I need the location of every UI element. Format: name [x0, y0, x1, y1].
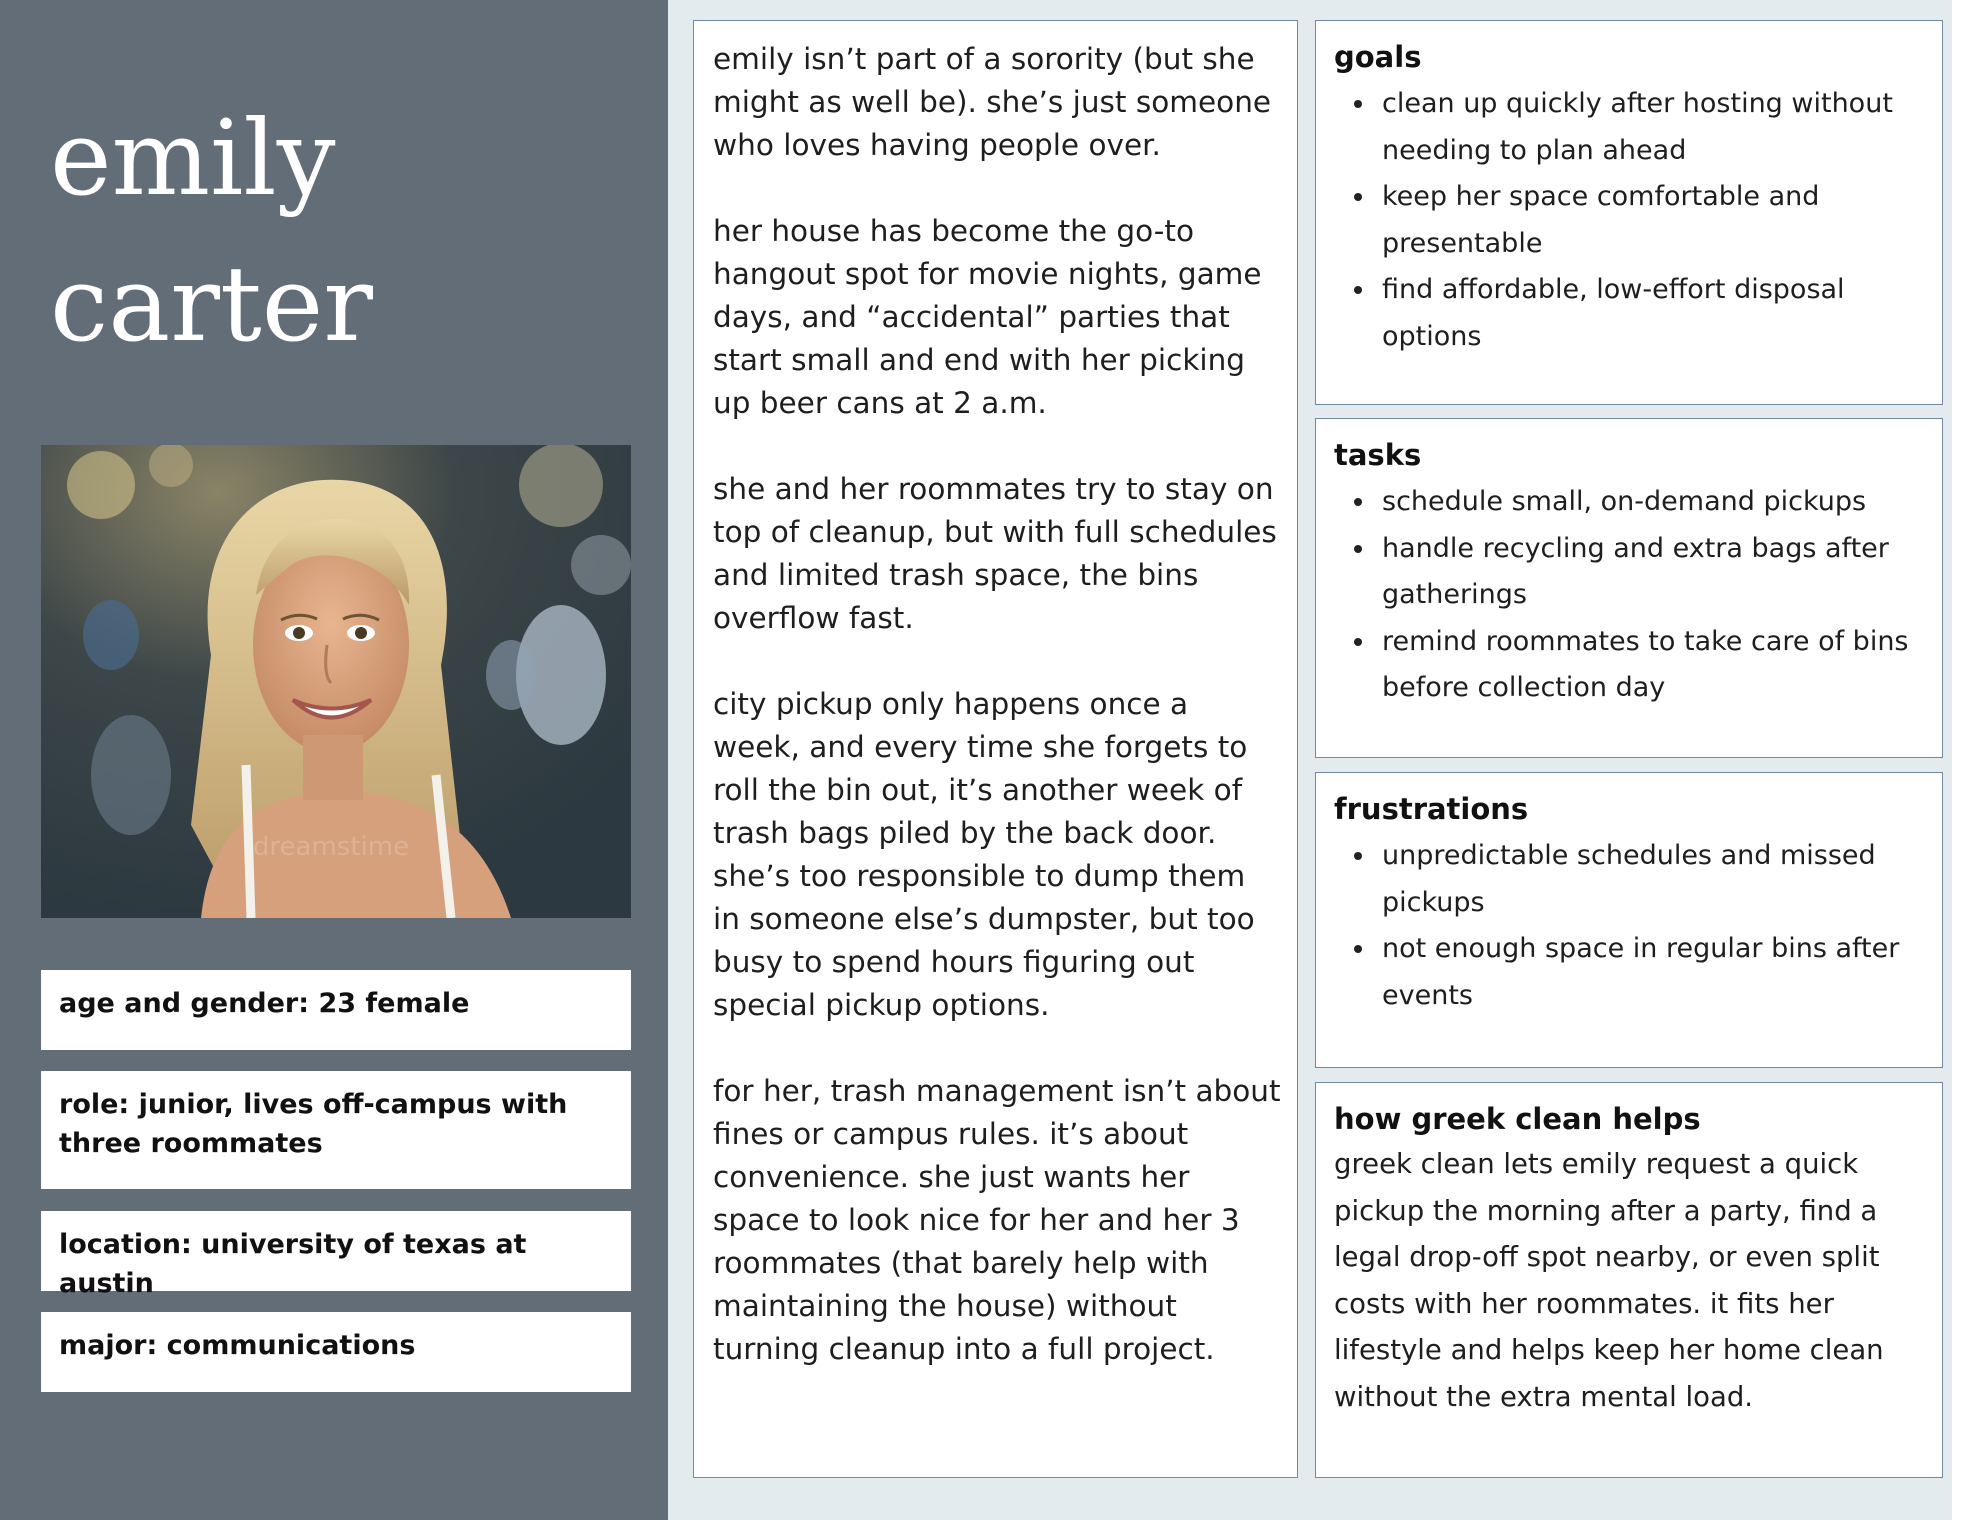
- photo-watermark: dreamstime: [252, 832, 410, 862]
- fact-location: location: university of texas at austin: [41, 1211, 631, 1291]
- persona-photo: [41, 445, 631, 918]
- persona-sidebar: [0, 0, 668, 1520]
- story-paragraph: city pickup only happens once a week, and every time she forgets to roll the bin out, it’s another week of trash bags piled by the back door. she’s too responsible to dump them in someone else’s dumpster, but too busy to spend hours figuring out special pickup options.: [713, 687, 1255, 1022]
- frustration-item: unpredictable schedules and missed pickups: [1334, 833, 1924, 926]
- goal-item: keep her space comfortable and presentable: [1334, 174, 1924, 267]
- frustrations-title: frustrations: [1334, 792, 1529, 826]
- helps-card: [1315, 1082, 1943, 1478]
- page-edge: [1952, 0, 1962, 1520]
- goals-title: goals: [1334, 40, 1422, 74]
- goal-item: clean up quickly after hosting without needing to plan ahead: [1334, 81, 1924, 174]
- goals-card: [1315, 20, 1943, 405]
- story-paragraph: she and her roommates try to stay on top of cleanup, but with full schedules and limited trash space, the bins overflow fast.: [713, 472, 1277, 635]
- frustrations-card: [1315, 772, 1943, 1068]
- helps-text: greek clean lets emily request a quick pickup the morning after a party, find a legal drop-off spot nearby, or even split costs with her roommates. it fits her lifestyle and helps keep her home clean without the extra mental load.: [1334, 1148, 1884, 1413]
- task-item: schedule small, on-demand pickups: [1334, 479, 1924, 526]
- fact-role: role: junior, lives off-campus with three roommates: [41, 1071, 631, 1189]
- frustration-item: not enough space in regular bins after events: [1334, 926, 1924, 1019]
- task-item: handle recycling and extra bags after gatherings: [1334, 526, 1924, 619]
- story-paragraph: for her, trash management isn’t about fines or campus rules. it’s about convenience. she just wants her space to look nice for her and her 3 roommates (that barely help with maintaining the house) without turning cleanup into a full project.: [713, 1074, 1281, 1366]
- story-paragraph: emily isn’t part of a sorority (but she might as well be). she’s just someone who loves having people over.: [713, 42, 1272, 162]
- helps-title: how greek clean helps: [1334, 1102, 1701, 1136]
- fact-age-gender: age and gender: 23 female: [41, 970, 631, 1050]
- first-name: emily: [50, 97, 336, 219]
- story-panel: [693, 20, 1298, 1478]
- tasks-list: [1334, 479, 1924, 712]
- tasks-card: [1315, 418, 1943, 758]
- fact-major: major: communications: [41, 1312, 631, 1392]
- persona-name: [50, 85, 650, 377]
- tasks-title: tasks: [1334, 438, 1422, 472]
- goal-item: find affordable, low-effort disposal options: [1334, 267, 1924, 360]
- goals-list: [1334, 81, 1924, 360]
- task-item: remind roommates to take care of bins before collection day: [1334, 619, 1924, 712]
- story-paragraph: her house has become the go-to hangout spot for movie nights, game days, and “accidental” parties that start small and end with her picking up beer cans at 2 a.m.: [713, 214, 1262, 420]
- last-name: carter: [50, 243, 374, 365]
- frustrations-list: [1334, 833, 1924, 1019]
